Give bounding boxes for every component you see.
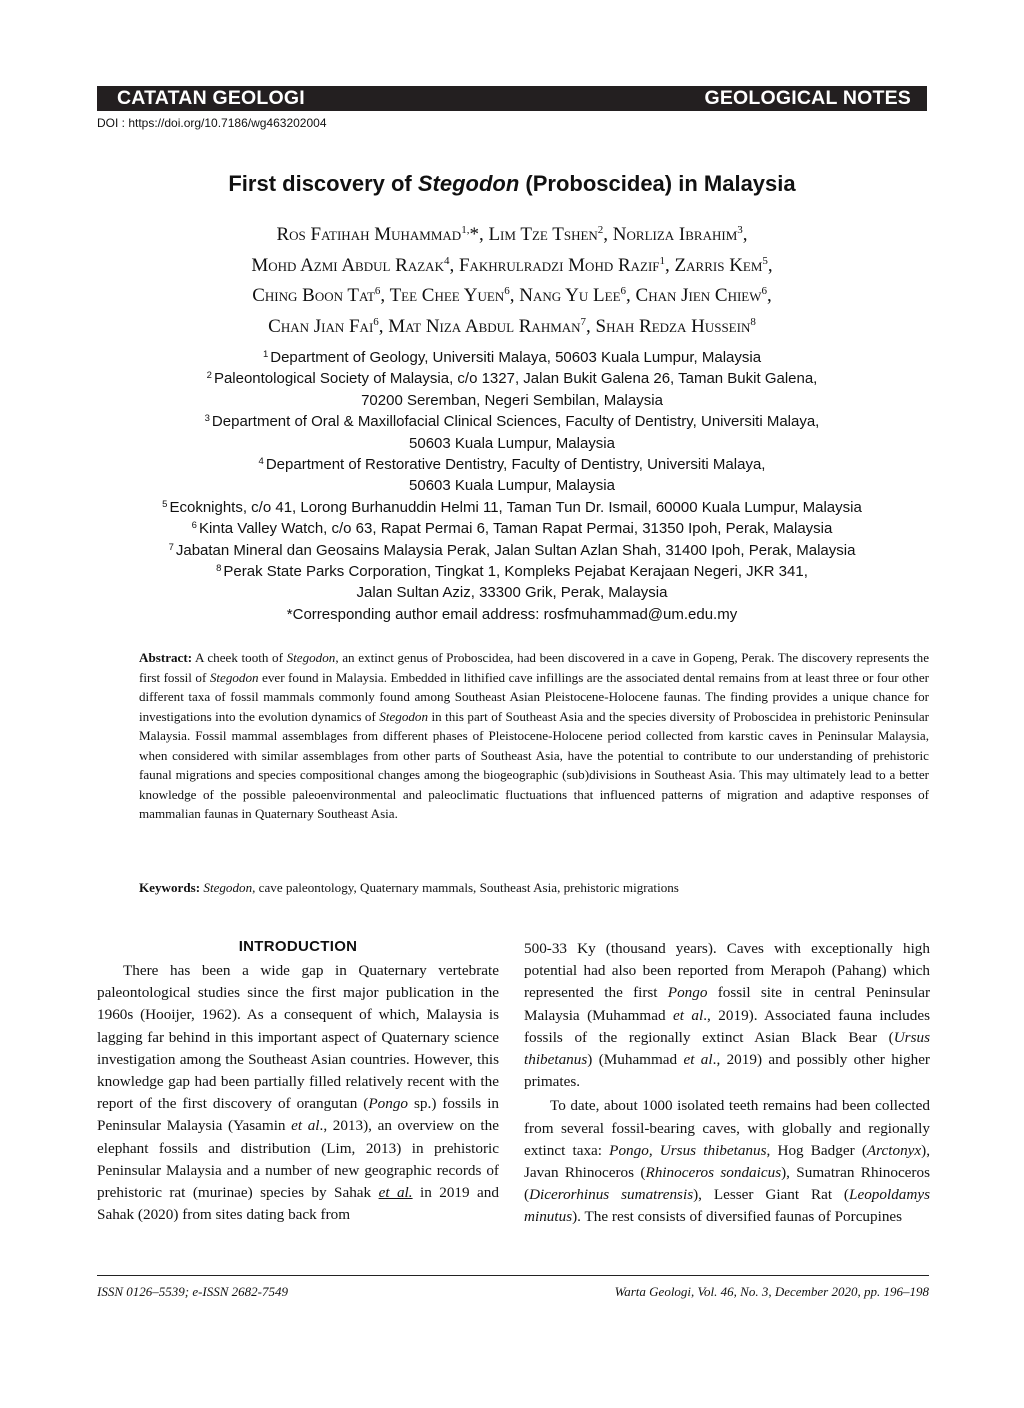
affiliation-text: Department of Geology, Universiti Malaya, 50603 Kuala Lumpur, Malaysia [270,349,762,366]
affiliation-index: 1 [262,349,269,360]
author-affiliation-index: 8 [750,315,756,328]
footer-issn: ISSN 0126–5539; e-ISSN 2682-7549 [97,1284,289,1299]
author-list [110,220,914,342]
paragraph [524,1095,930,1228]
affiliation-line [70,390,954,411]
affiliation-line [70,411,954,432]
keywords [139,878,929,897]
body-text: , Hog Badger ( [766,1141,867,1159]
footer-citation: Warta Geologi, Vol. 46, No. 3, December 2020, pp. 196–198 [614,1284,929,1299]
author-name: Ching Boon Tat [252,285,375,306]
author-name: Fakhrulradzi Mohd Razif [458,254,660,276]
body-text: fossil site in central Peninsular Malaysia (Muhammad [524,984,930,1024]
affiliation-line [70,433,954,454]
author-separator: , [586,315,591,337]
body-text: Pongo [609,1141,649,1159]
body-text: ). The rest consists of diversified faunas of Porcupines [572,1208,903,1226]
author-separator: , [378,315,384,337]
affiliation-line [70,561,954,582]
body-column-right [524,938,930,1229]
author-name: Mat Niza Abdul Rahman [388,315,581,337]
section-label-malay: CATATAN GEOLOGI [117,87,305,109]
keywords-text: Stegodon [203,880,253,895]
author-affiliation-index: 5 [762,254,768,267]
author-affiliation-index: 6 [620,285,627,297]
author-affiliation-index: 2 [597,224,604,236]
affiliation-line [70,475,954,496]
affiliation-text: Ecoknights, c/o 41, Lorong Burhanuddin Helmi 11, Taman Tun Dr. Ismail, 60000 Kuala Lumpur, Malaysia [169,498,862,516]
abstract-text: A cheek tooth of [192,650,287,665]
body-text: ., 2019). Associated fauna includes fossils of the regionally extinct Asian Black Bear ( [524,1006,930,1046]
affiliation-text: Jabatan Mineral dan Geosains Malaysia Perak, Jalan Sultan Azlan Shah, 31400 Ipoh, Perak, Malaysia [175,541,856,559]
body-text: Pongo [667,984,708,1002]
affiliation-text: Kinta Valley Watch, c/o 63, Rapat Permai 6, Taman Rapat Permai, 31350 Ipoh, Perak, Malaysia [198,520,833,538]
author-affiliation-index: 6 [504,285,510,297]
affiliation-index: 6 [191,520,197,532]
abstract-label: Abstract: [139,650,193,665]
author-name: Norliza Ibrahim [612,224,738,245]
corresponding-author-email[interactable]: *Corresponding author email address: rosfmuhammad@um.edu.my [286,605,738,623]
body-text: Arctonyx [866,1141,922,1159]
affiliation-index: 5 [162,498,168,510]
journal-header-bar [97,86,927,111]
affiliation-text: Department of Restorative Dentistry, Faculty of Dentistry, Universiti Malaya, [265,456,766,474]
body-text: sp.) fossils in Peninsular Malaysia (Yasamin [97,1095,500,1135]
author-name: Shah Redza Hussein [595,315,751,337]
body-text: Leopoldamys minutus [524,1186,930,1226]
body-text: et al [683,1051,713,1069]
author-separator: , [742,224,748,245]
body-text: Rhinoceros sondaicus [645,1164,782,1182]
footer-divider [97,1275,929,1276]
affiliation-line [70,347,954,368]
body-text: ., 2013), an overview on the elephant fossils and distribution (Lim, 2013) in prehistoric Peninsular Malaysia and a number of new geographic records of prehistoric rat (murinae) species by Sahak [97,1117,499,1202]
body-column-left [97,960,499,1226]
author-name: Tee Chee Yuen [389,285,505,306]
author-affiliation-index: 1 [659,254,666,267]
author-affiliation-index: 7 [580,315,587,328]
author-separator: , [509,285,515,306]
body-text: et al [291,1117,320,1135]
abstract-text: Stegodon [286,650,336,665]
body-text: There has been a wide gap in Quaternary vertebrate paleontological studies since the first major publication in the 1960s (Hooijer, 1962). As a consequent of which, Malaysia is lagging far behind in this important aspect of Quaternary science investigation among the Southeast Asian countries. However, this knowledge gap had been partially filled relatively recent with the report of the first discovery of orangutan ( [97,962,499,1113]
author-separator: , [665,254,670,276]
keywords-label: Keywords: [139,880,201,895]
body-text: ), Javan Rhinoceros ( [524,1141,931,1182]
doi-line[interactable]: DOI : https://doi.org/10.7186/wg463202004 [97,116,327,130]
author-name: Mohd Azmi Abdul Razak [251,254,444,276]
keywords-text: , cave paleontology, Quaternary mammals, Southeast Asia, prehistoric migrations [252,880,679,895]
affiliation-list [70,347,954,625]
body-text: ) (Muhammad [587,1051,684,1069]
author-name: Zarris Kem [674,254,763,276]
body-text: Pongo [368,1095,409,1113]
abstract-text: Stegodon [209,669,259,685]
body-text: , [648,1141,660,1159]
body-text: ., 2019) and possibly other higher primates. [524,1051,930,1091]
body-text: ), Lesser Giant Rat ( [693,1186,849,1204]
author-affiliation-index: 1, [461,224,470,236]
author-name: Chan Jien Chiew [635,285,762,306]
affiliation-index: 2 [206,370,212,382]
section-label-english: GEOLOGICAL NOTES [704,87,911,109]
author-affiliation-index: 6 [373,315,379,328]
author-separator: , [449,254,455,276]
body-text: ), Sumatran Rhinoceros ( [524,1164,930,1204]
author-name: Nang Yu Lee [519,285,621,306]
affiliation-text: 50603 Kuala Lumpur, Malaysia [409,434,615,452]
body-text: Dicerorhinus sumatrensis [529,1186,694,1204]
author-separator: , [380,285,386,306]
author-separator: , [767,254,773,276]
author-affiliation-index: 4 [443,254,450,267]
affiliation-text: Perak State Parks Corporation, Tingkat 1, Kompleks Pejabat Kerajaan Negeri, JKR 341, [223,563,808,581]
body-text: 500-33 Ky (thousand years). Caves with exceptionally high potential had also been reported from Merapoh (Pahang) which represented the first [524,940,930,1002]
paper-title: First discovery of Stegodon (Proboscidea) in Malaysia [228,171,796,196]
affiliation-index: 8 [216,563,222,575]
abstract-text: ever found in Malaysia. Embedded in lithified cave infillings are the associated dental remains from at least three or four other different taxa of fossil mammals commonly found among Southeast Asian Pleistocene-Holocene faunas. The finding provides a unique chance for investigations into the evolution dynamics of [139,669,930,724]
body-text: To date, about 1000 isolated teeth remains had been collected from several fossil-bearing caves, with globally and regionally extinct taxa: [524,1097,930,1159]
abstract [139,648,929,824]
section-heading-introduction: INTRODUCTION [238,938,358,955]
body-text: et al [673,1006,704,1024]
affiliation-line [70,582,954,603]
affiliation-text: Paleontological Society of Malaysia, c/o 1327, Jalan Bukit Galena 26, Taman Bukit Galena, [213,370,818,388]
body-text: in 2019 and Sahak (2020) from sites dating back from [97,1184,499,1224]
affiliation-index: 3 [204,413,210,425]
author-separator: , [626,285,631,306]
author-affiliation-index: 3 [737,224,743,236]
paragraph [524,938,930,1093]
affiliation-line [70,368,954,389]
abstract-text: Stegodon [379,708,429,724]
paragraph [97,960,499,1226]
body-text: Ursus thibetanus [659,1141,767,1159]
author-separator: , [603,224,609,245]
author-affiliation-index: 6 [374,285,381,297]
affiliation-line [70,454,954,475]
body-text: et al. [378,1184,413,1202]
affiliation-text: 70200 Seremban, Negeri Sembilan, Malaysia [361,391,663,409]
affiliation-line [70,518,954,539]
affiliation-index: 4 [258,456,264,468]
affiliation-line [70,540,954,561]
author-affiliation-index: 6 [761,285,768,297]
abstract-text: in this part of Southeast Asia and the species diversity of Proboscidea in prehistoric Peninsular Malaysia. Fossil mammal assemblages from different phases of Pleistocene-Holocene period collected from karstic caves in Peninsular Malaysia, when considered with similar assemblages from other parts of Southeast Asia, have the potential to contribute to our understanding of prehistoric faunal migrations and species compositional changes among the biogeographic (sub)divisions in Southeast Asia. This may ultimately lead to a better knowledge of the possible paleoenvironmental and paleoclimatic fluctuations that influenced patterns of migration and adaptive responses of mammalian faunas in Quaternary Southeast Asia. [139,708,930,821]
affiliation-text: Department of Oral & Maxillofacial Clinical Sciences, Faculty of Dentistry, Universiti Malaya, [211,413,820,431]
author-separator: *, [469,224,484,245]
author-separator: , [767,285,772,306]
affiliation-text: 50603 Kuala Lumpur, Malaysia [409,477,615,495]
affiliation-text: Jalan Sultan Aziz, 33300 Grik, Perak, Malaysia [356,584,668,602]
author-name: Chan Jian Fai [268,315,374,337]
author-name: Lim Tze Tshen [488,224,598,245]
abstract-text: , an extinct genus of Proboscidea, had been discovered in a cave in Gopeng, Perak. The discovery represents the first fossil of [139,650,930,685]
body-text: Ursus thibetanus [524,1028,930,1069]
affiliation-index: 7 [168,541,174,553]
author-name: Ros Fatihah Muhammad [276,224,462,245]
affiliation-line [70,497,954,518]
